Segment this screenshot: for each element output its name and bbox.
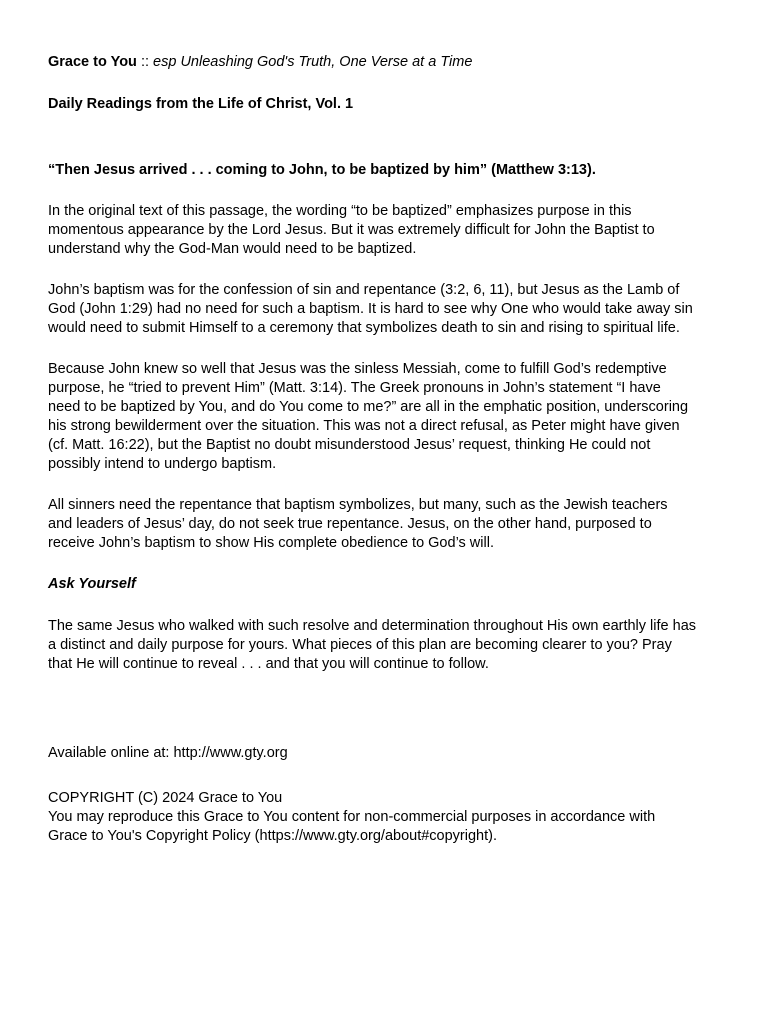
paragraph-line: would need to submit Himself to a ceremony that symbolizes death to sin and rising to spiritual life. — [48, 320, 680, 336]
paragraph-2 — [48, 281, 728, 338]
available-online: Available online at: http://www.gty.org — [48, 745, 288, 761]
paragraph-line: a distinct and daily purpose for yours. What pieces of this plan are becoming clearer to you? Pray — [48, 637, 672, 653]
header-separator: :: — [140, 54, 149, 70]
paragraph-line: All sinners need the repentance that baptism symbolizes, but many, such as the Jewish teachers — [48, 497, 668, 513]
book-title: Daily Readings from the Life of Christ, Vol. 1 — [48, 96, 354, 112]
paragraph-4 — [48, 496, 728, 553]
paragraph-line: purpose, he “tried to prevent Him” (Matt. 3:14). The Greek pronouns in John’s statement “I have — [48, 380, 661, 396]
tagline: esp Unleashing God's Truth, One Verse at a Time — [153, 54, 473, 70]
paragraph-line: understand why the God-Man would need to be baptized. — [48, 241, 417, 257]
ask-yourself-paragraph — [48, 617, 728, 674]
copyright-notice — [48, 789, 728, 846]
paragraph-line: John’s baptism was for the confession of sin and repentance (3:2, 6, 11), but Jesus as the Lamb of — [48, 282, 680, 298]
paragraph-1 — [48, 202, 728, 259]
paragraph-line: The same Jesus who walked with such resolve and determination throughout His own earthly life has — [48, 618, 697, 634]
scripture-verse: “Then Jesus arrived . . . coming to John, to be baptized by him” (Matthew 3:13). — [48, 162, 596, 178]
paragraph-line: momentous appearance by the Lord Jesus. But it was extremely difficult for John the Baptist to — [48, 222, 655, 238]
paragraph-line: possibly intend to undergo baptism. — [48, 456, 277, 472]
ask-yourself-heading: Ask Yourself — [48, 576, 136, 592]
paragraph-3 — [48, 360, 728, 474]
paragraph-line: (cf. Matt. 16:22), but the Baptist no doubt misunderstood Jesus’ request, thinking He could not — [48, 437, 651, 453]
paragraph-line: receive John’s baptism to show His complete obedience to God’s will. — [48, 535, 494, 551]
paragraph-line: his strong bewilderment over the situation. This was not a direct refusal, as Peter might have given — [48, 418, 680, 434]
paragraph-line: and leaders of Jesus’ day, do not seek true repentance. Jesus, on the other hand, purposed to — [48, 516, 652, 532]
paragraph-line: that He will continue to reveal . . . and that you will continue to follow. — [48, 656, 489, 672]
copyright-line: Grace to You's Copyright Policy (https://www.gty.org/about#copyright). — [48, 828, 497, 844]
copyright-line: COPYRIGHT (C) 2024 Grace to You — [48, 790, 283, 806]
paragraph-line: need to be baptized by You, and do You come to me?” are all in the emphatic position, underscoring — [48, 399, 689, 415]
paragraph-line: In the original text of this passage, the wording “to be baptized” emphasizes purpose in this — [48, 203, 632, 219]
header-line — [48, 53, 472, 72]
paragraph-line: God (John 1:29) had no need for such a baptism. It is hard to see why One who would take away sin — [48, 301, 693, 317]
paragraph-line: Because John knew so well that Jesus was the sinless Messiah, come to fulfill God’s redemptive — [48, 361, 667, 377]
brand-name: Grace to You — [48, 54, 137, 70]
copyright-line: You may reproduce this Grace to You content for non-commercial purposes in accordance with — [48, 809, 656, 825]
